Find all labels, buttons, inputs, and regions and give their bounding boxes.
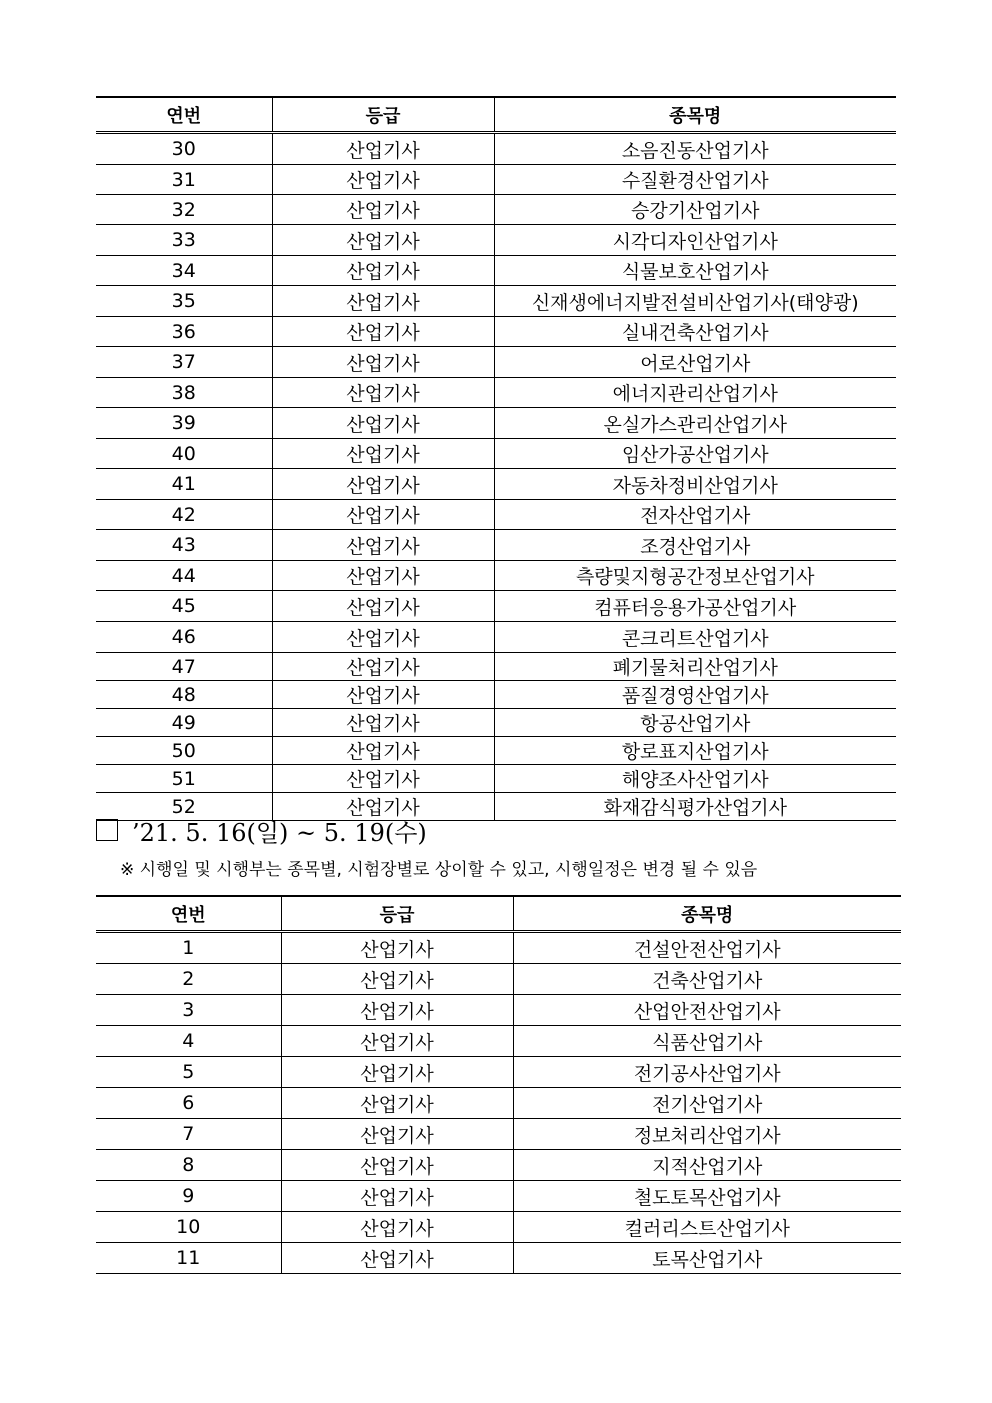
cell-serial: 1 <box>96 932 281 964</box>
cell-grade: 산업기사 <box>281 964 513 995</box>
cell-grade: 산업기사 <box>272 500 494 530</box>
cell-item-name: 측량및지형공간정보산업기사 <box>494 561 896 591</box>
cell-item-name: 컬러리스트산업기사 <box>513 1212 901 1243</box>
cell-grade: 산업기사 <box>272 378 494 408</box>
cell-serial: 39 <box>96 408 272 439</box>
header-serial: 연번 <box>96 97 272 133</box>
cell-item-name: 콘크리트산업기사 <box>494 622 896 653</box>
table-row <box>96 347 896 378</box>
table-row <box>96 995 901 1026</box>
cell-serial: 5 <box>96 1057 281 1088</box>
cell-serial: 36 <box>96 317 272 347</box>
cell-grade: 산업기사 <box>281 932 513 964</box>
cell-serial: 11 <box>96 1243 281 1274</box>
cell-grade: 산업기사 <box>272 681 494 709</box>
cell-serial: 41 <box>96 469 272 500</box>
cell-item-name: 에너지관리산업기사 <box>494 378 896 408</box>
cell-serial: 32 <box>96 195 272 225</box>
table-row <box>96 530 896 561</box>
table-row <box>96 765 896 793</box>
table-row <box>96 165 896 195</box>
table-row <box>96 133 896 165</box>
cell-grade: 산업기사 <box>272 530 494 561</box>
table-row <box>96 1119 901 1150</box>
cell-item-name: 신재생에너지발전설비산업기사(태양광) <box>494 286 896 317</box>
checkbox-icon <box>96 819 118 841</box>
table-row <box>96 439 896 469</box>
table-header-row <box>96 896 901 932</box>
table-row <box>96 622 896 653</box>
table-row <box>96 256 896 286</box>
exam-schedule-text: ’21. 5. 16(일) ~ 5. 19(수) <box>132 818 427 847</box>
cell-grade: 산업기사 <box>281 1150 513 1181</box>
cell-item-name: 토목산업기사 <box>513 1243 901 1274</box>
notice-text: ※ 시행일 및 시행부는 종목별, 시험장별로 상이할 수 있고, 시행일정은 변경 될 수 있음 <box>120 860 758 880</box>
cell-serial: 33 <box>96 225 272 256</box>
cell-serial: 31 <box>96 165 272 195</box>
cell-serial: 40 <box>96 439 272 469</box>
cell-serial: 37 <box>96 347 272 378</box>
cell-grade: 산업기사 <box>281 1181 513 1212</box>
cell-serial: 50 <box>96 737 272 765</box>
cell-grade: 산업기사 <box>272 709 494 737</box>
table-row <box>96 709 896 737</box>
cell-item-name: 전기공사산업기사 <box>513 1057 901 1088</box>
cell-grade: 산업기사 <box>272 793 494 821</box>
cell-grade: 산업기사 <box>281 1119 513 1150</box>
cell-grade: 산업기사 <box>272 408 494 439</box>
table-row <box>96 195 896 225</box>
table-row <box>96 469 896 500</box>
cell-serial: 42 <box>96 500 272 530</box>
cell-item-name: 화재감식평가산업기사 <box>494 793 896 821</box>
cell-item-name: 온실가스관리산업기사 <box>494 408 896 439</box>
cell-serial: 46 <box>96 622 272 653</box>
cell-item-name: 전기산업기사 <box>513 1088 901 1119</box>
cell-grade: 산업기사 <box>281 1088 513 1119</box>
cell-item-name: 승강기산업기사 <box>494 195 896 225</box>
cell-serial: 6 <box>96 1088 281 1119</box>
cell-serial: 4 <box>96 1026 281 1057</box>
table-row <box>96 1212 901 1243</box>
cell-item-name: 컴퓨터응용가공산업기사 <box>494 591 896 622</box>
cell-item-name: 항로표지산업기사 <box>494 737 896 765</box>
cell-item-name: 정보처리산업기사 <box>513 1119 901 1150</box>
cell-serial: 7 <box>96 1119 281 1150</box>
cell-serial: 35 <box>96 286 272 317</box>
cell-serial: 3 <box>96 995 281 1026</box>
table-row <box>96 378 896 408</box>
cell-serial: 45 <box>96 591 272 622</box>
table-header-row <box>96 97 896 133</box>
table-row <box>96 653 896 681</box>
cell-item-name: 자동차정비산업기사 <box>494 469 896 500</box>
cell-serial: 38 <box>96 378 272 408</box>
cell-item-name: 품질경영산업기사 <box>494 681 896 709</box>
cell-serial: 44 <box>96 561 272 591</box>
cell-item-name: 식품산업기사 <box>513 1026 901 1057</box>
cell-grade: 산업기사 <box>281 1243 513 1274</box>
qualification-table-1 <box>96 96 896 821</box>
cell-item-name: 소음진동산업기사 <box>494 133 896 165</box>
table-row <box>96 1181 901 1212</box>
table-row <box>96 286 896 317</box>
table-row <box>96 1243 901 1274</box>
cell-item-name: 어로산업기사 <box>494 347 896 378</box>
cell-grade: 산업기사 <box>272 165 494 195</box>
cell-grade: 산업기사 <box>272 317 494 347</box>
cell-serial: 48 <box>96 681 272 709</box>
cell-grade: 산업기사 <box>272 469 494 500</box>
cell-serial: 49 <box>96 709 272 737</box>
qualification-table-2 <box>96 895 901 1274</box>
cell-item-name: 전자산업기사 <box>494 500 896 530</box>
cell-item-name: 해양조사산업기사 <box>494 765 896 793</box>
cell-grade: 산업기사 <box>272 195 494 225</box>
table-row <box>96 932 901 964</box>
table-row <box>96 1150 901 1181</box>
cell-serial: 34 <box>96 256 272 286</box>
header-item-name: 종목명 <box>494 97 896 133</box>
table-row <box>96 964 901 995</box>
cell-grade: 산업기사 <box>281 1026 513 1057</box>
table-row <box>96 737 896 765</box>
table-row <box>96 681 896 709</box>
header-serial: 연번 <box>96 896 281 932</box>
cell-item-name: 수질환경산업기사 <box>494 165 896 195</box>
table-row <box>96 500 896 530</box>
table-row <box>96 1088 901 1119</box>
cell-item-name: 조경산업기사 <box>494 530 896 561</box>
cell-grade: 산업기사 <box>272 737 494 765</box>
table-row <box>96 317 896 347</box>
cell-grade: 산업기사 <box>272 561 494 591</box>
table-row <box>96 1057 901 1088</box>
table-row <box>96 225 896 256</box>
table-row <box>96 561 896 591</box>
cell-item-name: 실내건축산업기사 <box>494 317 896 347</box>
header-grade: 등급 <box>272 97 494 133</box>
cell-grade: 산업기사 <box>272 347 494 378</box>
cell-item-name: 지적산업기사 <box>513 1150 901 1181</box>
header-item-name: 종목명 <box>513 896 901 932</box>
cell-item-name: 시각디자인산업기사 <box>494 225 896 256</box>
cell-grade: 산업기사 <box>272 225 494 256</box>
cell-item-name: 건축산업기사 <box>513 964 901 995</box>
table-row <box>96 591 896 622</box>
header-grade: 등급 <box>281 896 513 932</box>
cell-grade: 산업기사 <box>272 622 494 653</box>
cell-item-name: 항공산업기사 <box>494 709 896 737</box>
cell-serial: 2 <box>96 964 281 995</box>
cell-item-name: 식물보호산업기사 <box>494 256 896 286</box>
cell-grade: 산업기사 <box>281 995 513 1026</box>
exam-schedule <box>96 812 427 848</box>
cell-grade: 산업기사 <box>272 653 494 681</box>
table-row <box>96 1026 901 1057</box>
cell-grade: 산업기사 <box>272 765 494 793</box>
cell-serial: 47 <box>96 653 272 681</box>
cell-grade: 산업기사 <box>272 591 494 622</box>
cell-grade: 산업기사 <box>281 1057 513 1088</box>
cell-item-name: 철도토목산업기사 <box>513 1181 901 1212</box>
table-row <box>96 408 896 439</box>
cell-grade: 산업기사 <box>272 286 494 317</box>
cell-serial: 9 <box>96 1181 281 1212</box>
cell-serial: 51 <box>96 765 272 793</box>
cell-item-name: 임산가공산업기사 <box>494 439 896 469</box>
cell-serial: 30 <box>96 133 272 165</box>
cell-serial: 8 <box>96 1150 281 1181</box>
cell-serial: 52 <box>96 793 272 821</box>
cell-grade: 산업기사 <box>272 133 494 165</box>
cell-item-name: 산업안전산업기사 <box>513 995 901 1026</box>
cell-grade: 산업기사 <box>272 439 494 469</box>
cell-serial: 43 <box>96 530 272 561</box>
cell-item-name: 폐기물처리산업기사 <box>494 653 896 681</box>
cell-item-name: 건설안전산업기사 <box>513 932 901 964</box>
cell-grade: 산업기사 <box>272 256 494 286</box>
cell-serial: 10 <box>96 1212 281 1243</box>
cell-grade: 산업기사 <box>281 1212 513 1243</box>
